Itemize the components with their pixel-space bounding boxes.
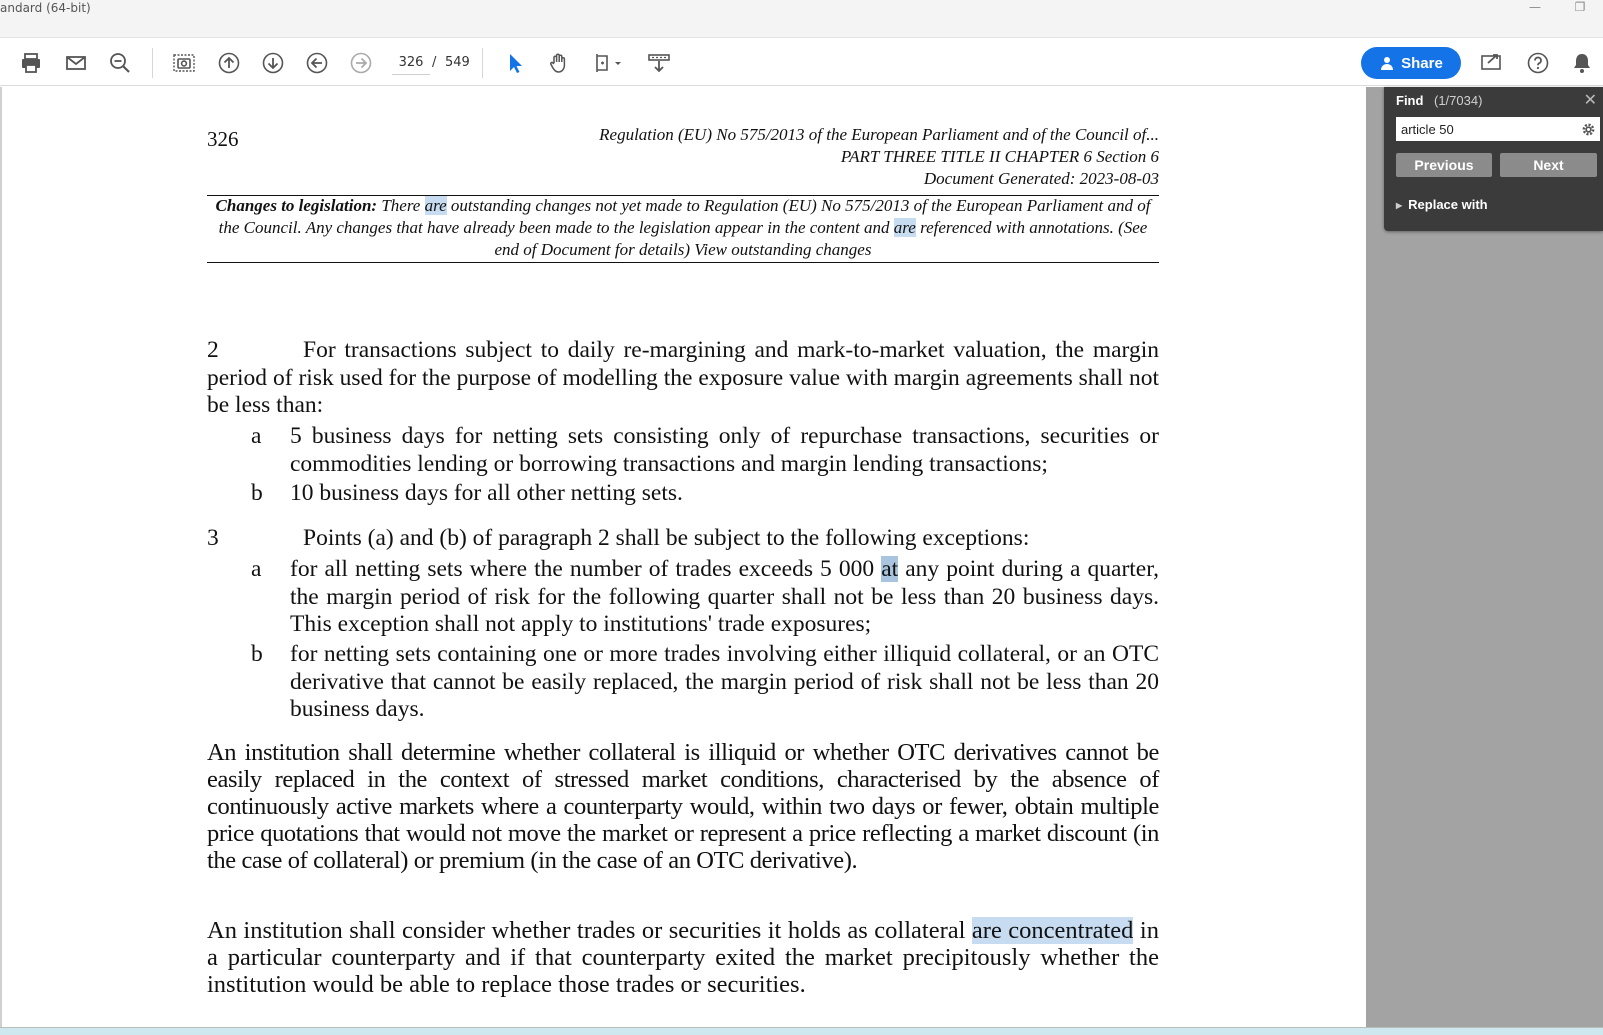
share-person-icon [1379,55,1395,71]
share-label: Share [1401,54,1443,72]
paragraph-3-point-b: for netting sets containing one or more trades involving either illiquid collateral, or an OTC derivative that cannot be easily replaced, the margin period of risk shall not be less than 20 business days. [290,641,1159,722]
search-highlight-current: at [881,556,899,582]
paragraph-illiquid-collateral: An institution shall determine whether collateral is illiquid or whether OTC derivatives cannot be easily replaced in the context of stressed market conditions, characterised by the absence of continuously active markets where a counterparty would, within two days or fewer, obtain multiple price quotations that would not move the market or represent a price reflecting a market discount (in the case of collateral) or premium (in the case of an OTC derivative). [207,739,1159,874]
close-icon[interactable]: ✕ [1583,90,1597,109]
gear-icon[interactable] [1576,117,1600,141]
running-header-section: PART THREE TITLE II CHAPTER 6 Section 6 [840,147,1159,166]
window-title-bar [0,0,1603,38]
document-viewport[interactable] [0,87,1366,1027]
find-previous-button[interactable]: Previous [1396,153,1492,177]
page-left-edge [0,87,2,1027]
zoom-out-icon[interactable] [106,49,134,77]
changes-note-text: There [377,196,425,215]
changes-note-text: outstanding changes not yet made to Regulation (EU) No 575/2013 of the European Parliament and of the Council. Any changes that have already been made to the legislation appear in the content and [218,196,1151,237]
bell-icon[interactable] [1568,49,1596,77]
help-icon[interactable] [1524,49,1552,77]
share-button[interactable] [1361,47,1461,79]
changes-note-heading: Changes to legislation: [215,196,378,215]
taskbar-strip [0,1027,1603,1035]
scroll-mode-icon[interactable] [645,49,673,77]
running-header-title: Regulation (EU) No 575/2013 of the European Parliament and of the Council of... [599,125,1159,144]
point-label: a [251,423,262,449]
find-panel [1384,87,1603,231]
toolbar-divider [482,48,483,78]
screen-mode-icon[interactable] [1478,49,1506,77]
select-arrow-icon[interactable] [502,49,530,77]
right-pane [1366,87,1603,1027]
window-title: andard (64-bit) [0,1,91,15]
page-total: 549 [445,55,470,70]
header-rule [207,262,1159,263]
chevron-right-icon: ▶ [1396,201,1403,211]
page-down-icon[interactable] [259,49,287,77]
minimize-button[interactable]: — [1529,0,1541,14]
page-number-input[interactable] [392,51,430,75]
snapshot-icon[interactable] [170,49,198,77]
replace-with-toggle[interactable] [1396,197,1488,212]
changes-note-text: referenced with annotations. (See end of Document for details) View outstanding changes [494,218,1148,259]
paragraph-number: 2 [207,337,219,363]
paragraph-number: 3 [207,525,219,551]
paragraph-concentration [207,917,1159,998]
email-icon[interactable] [62,49,90,77]
toolbar-divider [152,48,153,78]
hand-tool-icon[interactable] [545,49,573,77]
paragraph-text: An institution shall consider whether trades or securities it holds as collateral [207,917,972,944]
point-text: any point during a quarter, the margin period of risk for the following quarter shall not be less than 20 business days. This exception shall not apply to institutions' trade exposures; [290,556,1159,637]
paragraph-3-point-a [290,556,1159,639]
replace-with-label: Replace with [1408,197,1488,212]
paragraph-text: in a particular counterparty and if that counterparty exited the market precipitously whether the institution would be able to replace those trades or securities. [207,917,1159,998]
changes-to-legislation-note [207,195,1159,261]
fit-page-icon[interactable] [592,49,626,77]
point-label: b [251,641,263,667]
paragraph-2-point-a: 5 business days for netting sets consisting only of repurchase transactions, securities or commodities lending or borrowing transactions and margin lending transactions; [290,423,1159,477]
restore-button[interactable]: ❐ [1574,0,1586,14]
back-icon[interactable] [303,49,331,77]
search-highlight: are [424,196,447,215]
forward-icon[interactable] [347,49,375,77]
paragraph-2-text: For transactions subject to daily re-margining and mark-to-market valuation, the margin period of risk used for the purpose of modelling the exposure value with margin agreements shall not be less than: [207,337,1159,418]
point-label: b [251,480,263,506]
point-text: for all netting sets where the number of trades exceeds 5 000 [290,556,882,582]
search-highlight: are [893,218,916,237]
find-title: Find [1396,93,1424,108]
search-highlight: are concentrated [971,917,1134,944]
point-label: a [251,556,262,582]
toolbar [0,39,1603,86]
paragraph-2-point-b: 10 business days for all other netting sets. [290,480,683,506]
running-header-date: Document Generated: 2023-08-03 [923,169,1159,188]
page-separator: / [432,55,437,70]
page-up-icon[interactable] [215,49,243,77]
page-number: 326 [207,127,239,151]
paragraph-3-text: Points (a) and (b) of paragraph 2 shall be subject to the following exceptions: [303,525,1030,551]
find-next-button[interactable]: Next [1500,153,1597,177]
find-input[interactable] [1396,117,1576,141]
find-match-count: (1/7034) [1434,93,1483,108]
printer-icon[interactable] [17,49,45,77]
